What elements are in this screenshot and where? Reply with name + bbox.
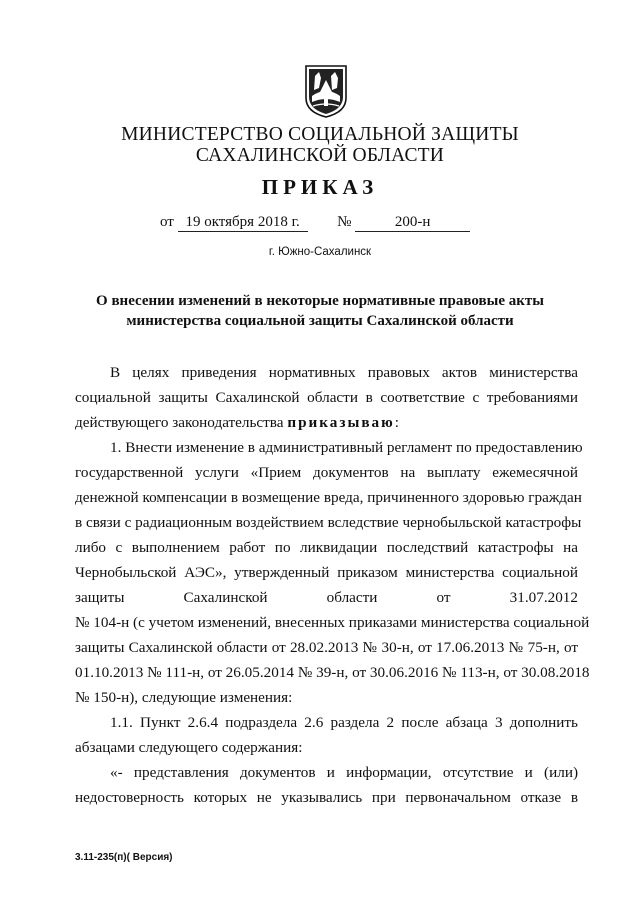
sakhalin-coat-of-arms-emblem: [303, 62, 349, 118]
subject-line2: министерства социальной защиты Сахалинской области: [126, 313, 514, 329]
body-line: «- представления документов и информации, отсутствие и (или): [110, 764, 578, 781]
body-text: действующего законодательства: [75, 414, 288, 431]
city: г. Южно-Сахалинск: [268, 246, 372, 258]
body-line: 1. Внести изменение в административный регламент по предоставлению: [110, 439, 583, 456]
document-title: ПРИКАЗ: [261, 175, 379, 199]
body-line: защиты Сахалинской области от 28.02.2013 № 30-н, от 17.06.2013 № 75-н, от: [75, 639, 578, 656]
body-line: № 150-н), следующие изменения:: [75, 689, 293, 706]
date-number-line: [160, 214, 470, 232]
body-line: защиты Сахалинской области от 31.07.2012: [75, 589, 578, 606]
body-line: 01.10.2013 № 111-н, от 26.05.2014 № 39-н, от 30.06.2016 № 113-н, от 30.08.2018: [75, 664, 590, 681]
order-number: 200-н: [355, 214, 470, 232]
date-prefix: от: [160, 214, 174, 230]
body-line: недостоверность которых не указывались при первоначальном отказе в: [75, 789, 578, 806]
body-text: :: [394, 414, 399, 431]
body-line: абзацами следующего содержания:: [75, 739, 303, 756]
ministry-name-line2: САХАЛИНСКОЙ ОБЛАСТИ: [195, 145, 445, 166]
body-line: 1.1. Пункт 2.6.4 подраздела 2.6 раздела 2 после абзаца 3 дополнить: [110, 714, 578, 731]
body-line: либо с выполнением работ по ликвидации последствий катастрофы на: [75, 539, 578, 556]
body-line: Чернобыльской АЭС», утвержденный приказом министерства социальной: [75, 564, 578, 581]
body-line: № 104-н (с учетом изменений, внесенных приказами министерства социальной: [75, 614, 590, 631]
body-line: государственной услуги «Прием документов на выплату ежемесячной: [75, 464, 578, 481]
footer-code: 3.11-235(п)( Версия): [75, 852, 173, 863]
body-line: денежной компенсации в возмещение вреда, причиненного здоровью граждан: [75, 489, 582, 506]
body-line: В целях приведения нормативных правовых актов министерства: [110, 364, 578, 381]
number-sign: №: [337, 214, 352, 230]
ministry-name-line1: МИНИСТЕРСТВО СОЦИАЛЬНОЙ ЗАЩИТЫ: [121, 124, 519, 145]
order-date: 19 октября 2018 г.: [178, 214, 308, 232]
body-line: в связи с радиационным воздействием вследствие чернобыльской катастрофы: [75, 514, 582, 531]
body-line: социальной защиты Сахалинской области в соответствие с требованиями: [75, 389, 578, 406]
order-verb: приказываю: [287, 414, 395, 431]
body-line: [75, 413, 578, 433]
subject-line1: О внесении изменений в некоторые нормативные правовые акты: [96, 293, 544, 309]
